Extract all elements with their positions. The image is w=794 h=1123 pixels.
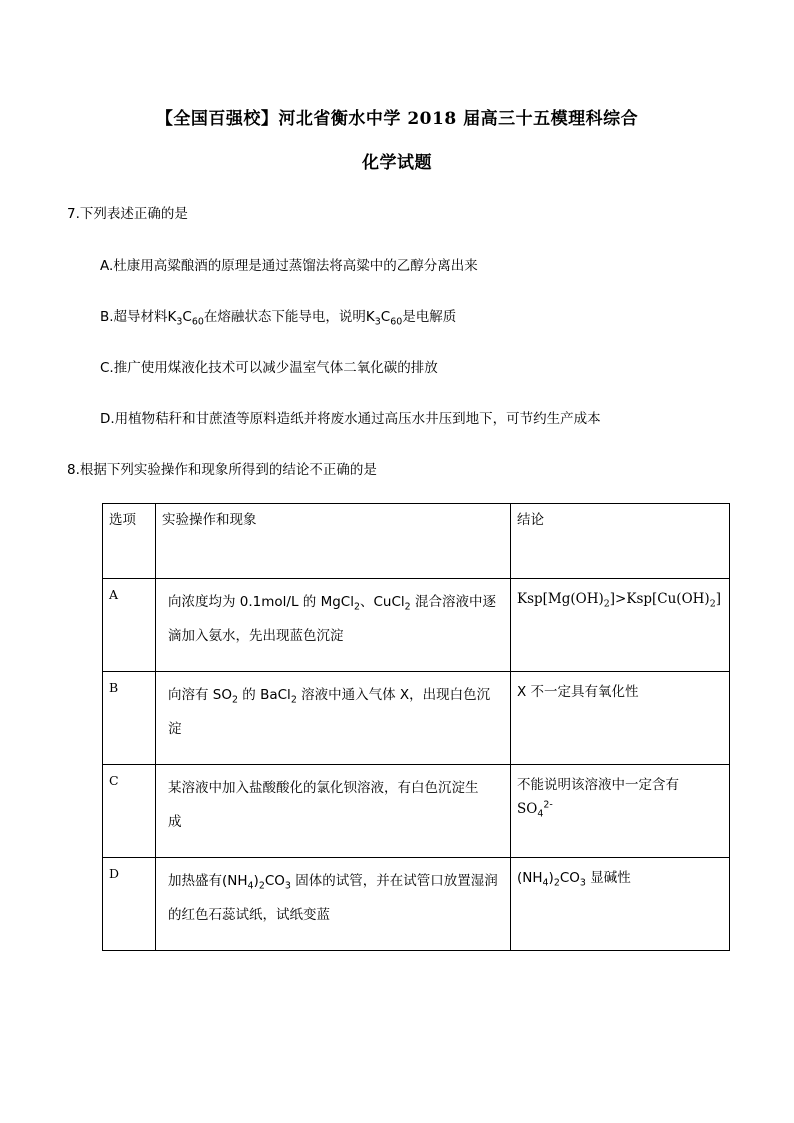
k-subscript-2: 3	[374, 316, 381, 328]
row-d-con-4: 显碱性	[585, 870, 631, 886]
row-c-label: C	[103, 765, 156, 858]
question-7-option-a: A.杜康用高粱酿酒的原理是通过蒸馏法将高粱中的乙醇分离出来	[100, 258, 478, 274]
carbon-symbol: C	[182, 309, 192, 325]
row-a-sub-2: 2	[404, 601, 411, 613]
header-option: 选项	[103, 504, 156, 579]
row-a-op-1: 向浓度均为 0.1mol/L 的 MgCl	[168, 594, 354, 610]
row-d-sub-4: 4	[247, 880, 254, 892]
row-d-op-1: 加热盛有(NH	[168, 873, 248, 889]
row-b-con: X 不一定具有氧化性	[517, 684, 639, 700]
c-subscript: 60	[191, 316, 204, 328]
header-operation: 实验操作和现象	[156, 504, 511, 579]
row-c-con-sup: 2-	[543, 799, 553, 811]
table-row	[103, 579, 730, 672]
row-d-con-3: CO	[559, 870, 580, 886]
row-a-op-2: 、CuCl	[359, 594, 405, 610]
row-d-con-sub-2: 2	[553, 877, 560, 889]
k-subscript: 3	[176, 316, 183, 328]
question-7-option-b	[100, 305, 457, 328]
row-a-con-2: ]>Ksp[Cu(OH)	[609, 591, 710, 607]
row-d-op-5: 的红色石蕊试纸，试纸变蓝	[168, 907, 330, 923]
row-b-op-4: 淀	[168, 721, 182, 737]
row-a-con-sub: 2	[603, 598, 610, 610]
row-c-conclusion	[511, 765, 730, 858]
option-b-text-2: 在熔融状态下能导电，说明K	[203, 309, 375, 325]
row-d-con-2: )	[548, 870, 554, 886]
row-b-sub-2: 2	[290, 694, 297, 706]
row-d-sub-3: 3	[284, 880, 291, 892]
row-c-con-sub: 4	[537, 808, 544, 820]
experiment-table	[102, 503, 730, 951]
table-row	[103, 858, 730, 951]
row-d-con-1: (NH	[517, 870, 543, 886]
c-subscript-2: 60	[390, 316, 403, 328]
row-d-conclusion	[511, 858, 730, 951]
row-b-op-3: 溶液中通入气体 X，出现白色沉	[296, 687, 491, 703]
row-d-con-sub-4: 4	[542, 877, 549, 889]
row-d-operation	[156, 858, 511, 951]
carbon-symbol-2: C	[380, 309, 391, 325]
row-d-op-4: 固体的试管，并在试管口放置湿润	[290, 873, 498, 889]
table-header-row	[103, 504, 730, 579]
row-b-op-2: 的 BaCl	[238, 687, 291, 703]
row-b-label: B	[103, 672, 156, 765]
document-subtitle: 化学试题	[362, 153, 432, 173]
row-c-operation	[156, 765, 511, 858]
row-a-con-sub-2: 2	[709, 598, 716, 610]
row-d-sub-2: 2	[258, 880, 265, 892]
row-a-con-3: ]	[715, 591, 721, 607]
row-a-op-4: 滴加入氨水，先出现蓝色沉淀	[168, 628, 344, 644]
row-d-op-2: )	[253, 873, 259, 889]
row-a-operation	[156, 579, 511, 672]
row-d-con-sub-3: 3	[579, 877, 586, 889]
question-7-stem: 7.下列表述正确的是	[67, 206, 188, 222]
table-row	[103, 672, 730, 765]
row-c-con-1: 不能说明该溶液中一定含有	[517, 777, 679, 793]
row-c-op-1: 某溶液中加入盐酸酸化的氯化钡溶液，有白色沉淀生	[168, 780, 479, 796]
row-b-conclusion	[511, 672, 730, 765]
header-conclusion: 结论	[511, 504, 730, 579]
document-title: 【全国百强校】河北省衡水中学 2018 届高三十五模理科综合	[155, 109, 639, 129]
row-a-op-3: 混合溶液中逐	[410, 594, 496, 610]
row-c-con-2: SO	[517, 801, 538, 817]
row-d-label: D	[103, 858, 156, 951]
row-b-operation	[156, 672, 511, 765]
option-b-text-1: B.超导材料K	[100, 309, 177, 325]
row-a-con-1: Ksp[Mg(OH)	[517, 591, 604, 607]
row-a-conclusion	[511, 579, 730, 672]
row-a-label: A	[103, 579, 156, 672]
row-a-sub: 2	[353, 601, 360, 613]
table-row	[103, 765, 730, 858]
row-b-sub: 2	[232, 694, 239, 706]
option-b-text-3: 是电解质	[402, 309, 457, 325]
row-d-op-3: CO	[264, 873, 285, 889]
row-c-op-2: 成	[168, 814, 182, 830]
question-7-option-c: C.推广使用煤液化技术可以减少温室气体二氧化碳的排放	[100, 360, 438, 376]
question-8-stem: 8.根据下列实验操作和现象所得到的结论不正确的是	[67, 462, 377, 478]
question-7-option-d: D.用植物秸秆和甘蔗渣等原料造纸并将废水通过高压水井压到地下，可节约生产成本	[100, 411, 601, 427]
row-b-op-1: 向溶有 SO	[168, 687, 232, 703]
